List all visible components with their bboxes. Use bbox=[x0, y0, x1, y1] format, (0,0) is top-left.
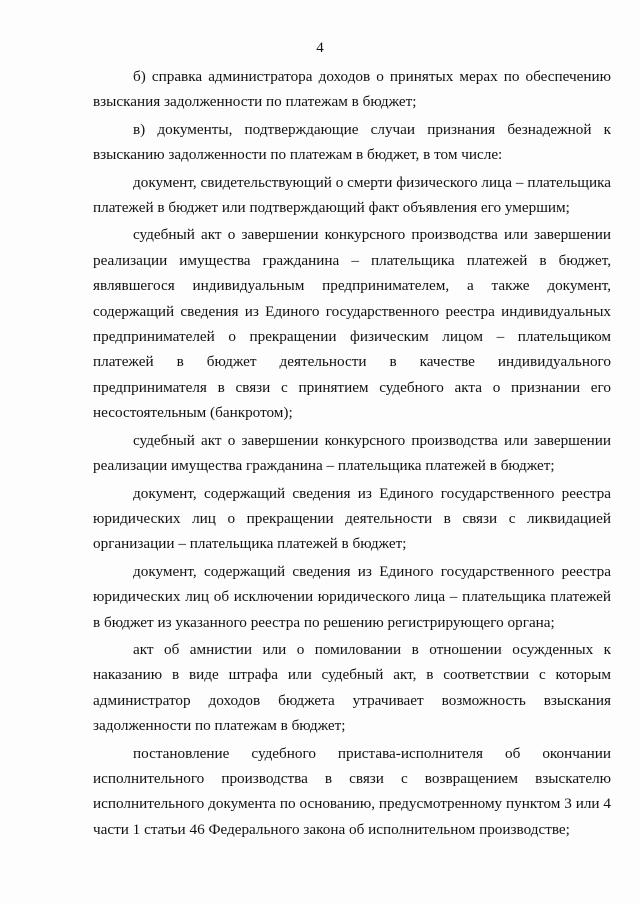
paragraph-bailiff-resolution: постановление судебного пристава-исполнителя об окончании исполнительного производства в связи с возвращением взыскателю исполнительного документа по основанию, предусмотренному пунктом 3 или 4 части 1 статьи 46 Федерального закона об исполнительном производстве; bbox=[93, 744, 611, 838]
paragraph-v-documents-list-intro: в) документы, подтверждающие случаи признания безнадежной к взысканию задолженности по платежам в бюджет, в том числе: bbox=[93, 120, 611, 164]
paragraph-amnesty-pardon: акт об амнистии или о помиловании в отношении осужденных к наказанию в виде штрафа или судебный акт, в соответствии с которым администратор доходов бюджета утрачивает возможность взыскания задолженности по платежам в бюджет; bbox=[93, 640, 611, 735]
paragraph-b-income-admin-certificate: б) справка администратора доходов о принятых мерах по обеспечению взыскания задолженности по платежам в бюджет; bbox=[93, 68, 611, 111]
document-body bbox=[93, 64, 611, 844]
paragraph-death-document: документ, свидетельствующий о смерти физического лица – плательщика платежей в бюджет или подтверждающий факт объявления его умершим; bbox=[93, 173, 611, 217]
paragraph-liquidation-organization: документ, содержащий сведения из Единого государственного реестра юридических лиц о прекращении деятельности в связи с ликвидацией организации – плательщика платежей в бюджет; bbox=[93, 484, 611, 553]
paragraph-bankruptcy-entrepreneur: судебный акт о завершении конкурсного производства или завершении реализации имущества гражданина – плательщика платежей в бюджет, являвшегося индивидуальным предпринимателем, а также документ, содержащий сведения из Единого государственного реестра индивидуальных предпринимателей о прекращении физическим лицом – плательщиком платежей в бюджет деятельности в качестве индивидуального предпринимателя в связи с принятием судебного акта о признании его несостоятельным (банкротом); bbox=[93, 226, 611, 422]
page-number: 4 bbox=[316, 40, 324, 56]
paragraph-exclusion-from-register: документ, содержащий сведения из Единого государственного реестра юридических лиц об исключении юридического лица – плательщика платежей в бюджет из указанного реестра по решению регистрирующего органа; bbox=[93, 562, 611, 631]
paragraph-bankruptcy-citizen: судебный акт о завершении конкурсного производства или завершении реализации имущества гражданина – плательщика платежей в бюджет; bbox=[93, 431, 611, 475]
